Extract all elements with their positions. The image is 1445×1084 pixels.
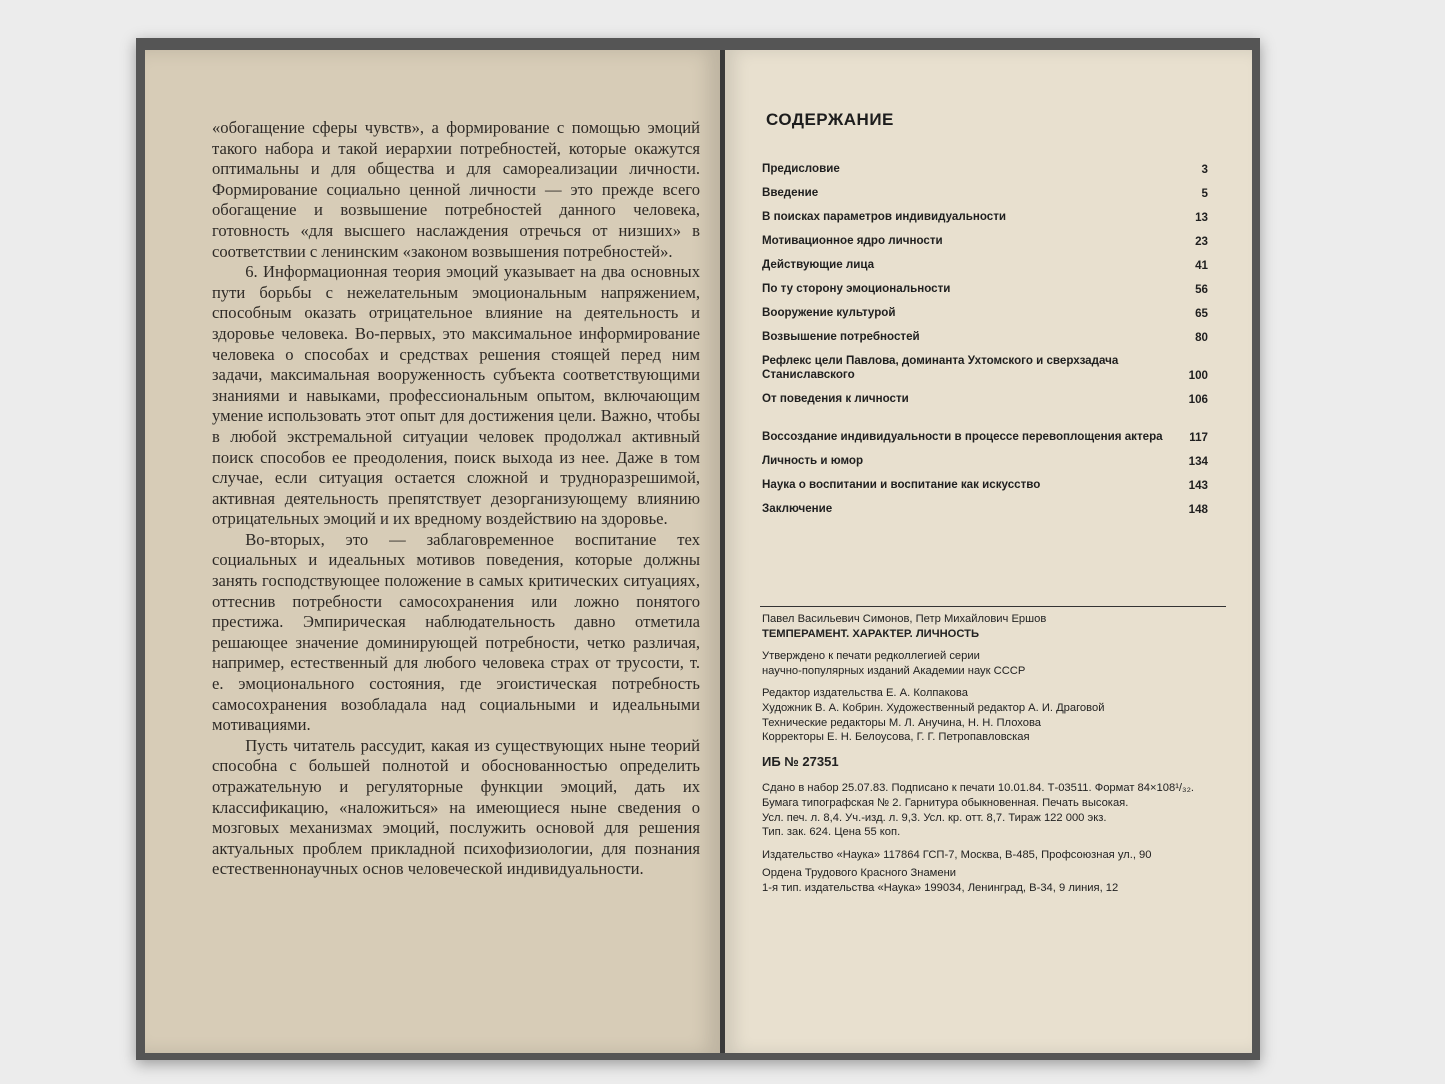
toc-item-page: 134: [1188, 455, 1208, 468]
imprint-editor: Редактор издательства Е. А. Колпакова: [762, 687, 968, 700]
toc-item-page: 106: [1188, 393, 1208, 406]
toc-item-page: 100: [1188, 369, 1208, 382]
toc-item-label: Личность и юмор: [762, 454, 864, 467]
toc-item-label: В поисках параметров индивидуальности: [762, 210, 1007, 223]
toc-item-label: Возвышение потребностей: [762, 330, 920, 343]
imprint-print-line: Тип. зак. 624. Цена 55 коп.: [762, 826, 901, 839]
paragraph: 6. Информационная теория эмоций указывает на два основных пути борьбы с нежелательным эмоциональным напряжением, способным оказать отрицательное влияние на деятельность и здоровье человека. Во-первых, это максимальное информирование человека о способах и средствах решения стоящей перед ним задачи, максимальная вооруженность субъекта соответствующими знаниями и навыками, профессиональным опытом, включающим умение использовать этот опыт для достижения цели. Важно, чтобы в любой экстремальной ситуации человек продолжал активный поиск способов ее преодоления, поиск выхода из нее. Даже в том случае, если ситуация остается сложной и трудноразрешимой, активная деятельность препятствует дезорганизующему влиянию отрицательных эмоций и их вредному воздействию на здоровье.: [212, 262, 700, 529]
imprint-printer-line: Ордена Трудового Красного Знамени: [762, 867, 957, 880]
toc-item: [762, 344, 1208, 382]
toc-item: [762, 468, 1208, 492]
toc-item-label: Заключение: [762, 502, 833, 515]
toc-item-label: Мотивационное ядро личности: [762, 234, 943, 247]
toc-item-page: 143: [1188, 479, 1208, 492]
toc-item-page: 5: [1201, 187, 1208, 200]
toc-item-label: Наука о воспитании и воспитание как искусство: [762, 478, 1041, 491]
toc-item-page: 3: [1201, 163, 1208, 176]
imprint-printer-line: 1-я тип. издательства «Наука» 199034, Ленинград, В-34, 9 линия, 12: [762, 881, 1119, 894]
imprint-artist: Художник В. А. Кобрин. Художественный редактор А. И. Драговой: [762, 701, 1105, 714]
toc-item-page: 13: [1195, 211, 1208, 224]
imprint-ib-number: ИБ № 27351: [762, 753, 839, 769]
imprint-print-line: Усл. печ. л. 8,4. Уч.-изд. л. 9,3. Усл. кр. отт. 8,7. Тираж 122 000 экз.: [762, 811, 1107, 824]
toc-item: [762, 320, 1208, 344]
toc-item: [762, 296, 1208, 320]
toc-item-page: 23: [1195, 235, 1208, 248]
toc-item-page: 65: [1195, 307, 1208, 320]
toc-item: [762, 444, 1208, 468]
toc-item: [762, 200, 1208, 224]
toc-item: [762, 492, 1208, 516]
imprint-approved-line: Утверждено к печати редколлегией серии: [762, 650, 980, 663]
imprint: [762, 612, 1226, 896]
imprint-tech-editors: Технические редакторы М. Л. Анучина, Н. Н. Плохова: [762, 716, 1042, 729]
toc-item-page: 80: [1195, 331, 1208, 344]
left-page-text: [212, 118, 700, 880]
imprint-print-line: Сдано в набор 25.07.83. Подписано к печати 10.01.84. Т-03511. Формат 84×108¹/₃₂.: [762, 782, 1195, 795]
toc-item: [762, 406, 1208, 444]
toc-item: [762, 176, 1208, 200]
toc-item-page: 148: [1188, 503, 1208, 516]
toc-item-label: От поведения к личности: [762, 392, 909, 405]
toc-item: [762, 248, 1208, 272]
paragraph: Во-вторых, это — заблаговременное воспитание тех социальных и идеальных мотивов поведения, которые должны занять господствующее положение в самых критических ситуациях, оттеснив потребности самосохранения или ложно понятого престижа. Эмпирическая наблюдательность давно отметила решающее значение доминирующей потребности, четко различая, например, естественный для любого человека страх от трусости, т. е. эмоционального состояния, где эгоистическая потребность самосохранения возобладала над социальными и идеальными мотивациями.: [212, 529, 700, 735]
toc-item: [762, 272, 1208, 296]
imprint-correctors: Корректоры Е. Н. Белоусова, Г. Г. Петропавловская: [762, 731, 1030, 744]
contents-title: СОДЕРЖАНИЕ: [766, 110, 894, 129]
imprint-publisher: Издательство «Наука» 117864 ГСП-7, Москва, В-485, Профсоюзная ул., 90: [762, 848, 1152, 861]
toc-item-page: 117: [1189, 431, 1208, 444]
paragraph: Пусть читатель рассудит, какая из существующих ныне теорий способна с большей полнотой и обоснованностью определить отражательную и регуляторные функции эмоций, дать их классификацию, «наложиться» на имеющиеся ныне сведения о мозговых механизмах эмоций, послужить основой для решения актуальных проблем прикладной психофизиологии, для познания естественнонаучных основ человеческой индивидуальности.: [212, 735, 700, 879]
toc-item: [762, 224, 1208, 248]
toc-item-page: 56: [1195, 283, 1208, 296]
toc-item-page: 41: [1195, 259, 1208, 272]
imprint-authors: Павел Васильевич Симонов, Петр Михайлович Ершов: [762, 613, 1047, 625]
toc-item: [762, 152, 1208, 176]
toc-item-label: По ту сторону эмоциональности: [762, 282, 951, 295]
imprint-divider: [760, 606, 1226, 607]
toc-item-label: Действующие лица: [762, 258, 875, 271]
toc-item-label: Вооружение культурой: [762, 306, 896, 319]
imprint-book-title: ТЕМПЕРАМЕНТ. ХАРАКТЕР. ЛИЧНОСТЬ: [762, 627, 980, 640]
toc-item: [762, 382, 1208, 406]
imprint-approved-line: научно-популярных изданий Академии наук СССР: [762, 664, 1026, 677]
toc-item-label: Введение: [762, 186, 819, 199]
paragraph: «обогащение сферы чувств», а формирование с помощью эмоций такого набора и такой иерархии потребностей, которые окажутся оптимальны и для общества и для самореализации личности. Формирование социально ценной личности — это прежде всего обогащение и возвышение потребностей данного человека, готовность «для высшего наслаждения отречься от низших» в соответствии с ленинским «законом возвышения потребностей».: [212, 118, 700, 261]
toc-item-label: Предисловие: [762, 162, 840, 175]
contents-list: [762, 152, 1208, 516]
toc-item-label: Рефлекс цели Павлова, доминанта Ухтомского и сверхзадача Станиславского: [762, 354, 1119, 381]
toc-item-label: Воссоздание индивидуальности в процессе перевоплощения актера: [762, 430, 1163, 443]
imprint-print-line: Бумага типографская № 2. Гарнитура обыкновенная. Печать высокая.: [762, 796, 1129, 809]
